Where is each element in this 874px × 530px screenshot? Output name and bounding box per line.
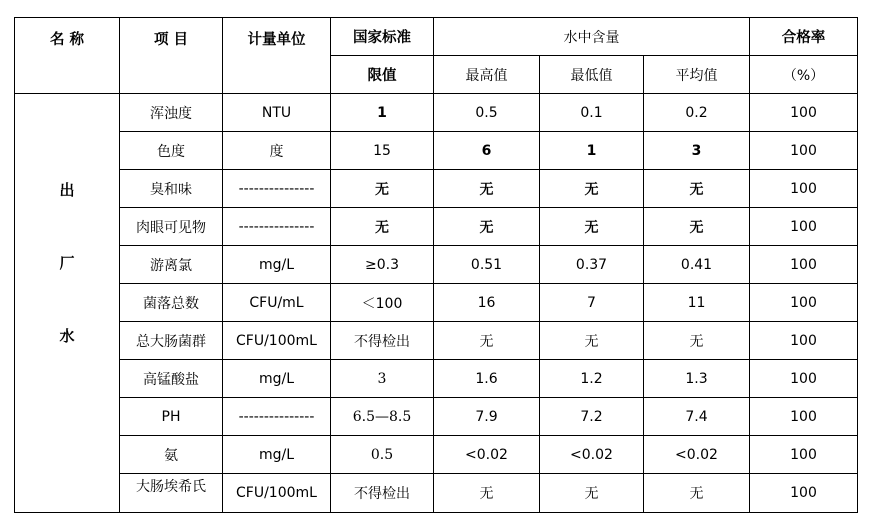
header-avg: 平均值 [644,56,750,94]
water-quality-table [14,17,858,513]
avg-cell: 无 [644,322,750,360]
avg-cell: 11 [644,284,750,322]
unit-cell: --------------- [223,208,331,246]
category-line-3: 水 [59,327,75,345]
avg-cell: 7.4 [644,398,750,436]
item-cell: 氨 [120,436,223,474]
item-cell: 浑浊度 [120,94,223,132]
table-row [15,474,858,513]
max-cell: 16 [434,284,540,322]
limit-cell: 15 [331,132,434,170]
min-cell: 7.2 [540,398,644,436]
min-cell: 0.37 [540,246,644,284]
limit-cell: 6.5—8.5 [331,398,434,436]
avg-cell: 0.2 [644,94,750,132]
rate-cell: 100 [750,94,858,132]
min-cell: 1.2 [540,360,644,398]
table-row [15,322,858,360]
rate-cell: 100 [750,436,858,474]
header-standard-line1: 国家标准 [331,18,434,56]
table-row [15,436,858,474]
min-cell: 无 [540,208,644,246]
max-cell: 0.51 [434,246,540,284]
table-row [15,398,858,436]
rate-cell: 100 [750,170,858,208]
header-unit: 计量单位 [223,18,331,94]
unit-cell: CFU/mL [223,284,331,322]
header-row-1 [15,18,858,56]
unit-cell: 度 [223,132,331,170]
table-row [15,170,858,208]
item-cell: 臭和味 [120,170,223,208]
rate-cell: 100 [750,322,858,360]
min-cell: 0.1 [540,94,644,132]
table-row [15,94,858,132]
item-cell: 高锰酸盐 [120,360,223,398]
category-cell [15,94,120,513]
item-cell: PH [120,398,223,436]
min-cell: 无 [540,170,644,208]
item-cell: 游离氯 [120,246,223,284]
max-cell: 6 [434,132,540,170]
unit-cell: CFU/100mL [223,322,331,360]
header-pass-rate: 合格率 [750,18,858,56]
item-cell: 菌落总数 [120,284,223,322]
limit-cell: ≥0.3 [331,246,434,284]
unit-cell: --------------- [223,398,331,436]
unit-cell: NTU [223,94,331,132]
table-row [15,132,858,170]
min-cell: 1 [540,132,644,170]
max-cell: 0.5 [434,94,540,132]
table-row [15,208,858,246]
item-cell: 色度 [120,132,223,170]
rate-cell: 100 [750,474,858,513]
limit-cell: 无 [331,170,434,208]
item-cell: 总大肠菌群 [120,322,223,360]
unit-cell: --------------- [223,170,331,208]
avg-cell: 无 [644,208,750,246]
rate-cell: 100 [750,132,858,170]
max-cell: 无 [434,474,540,513]
header-max: 最高值 [434,56,540,94]
avg-cell: 0.41 [644,246,750,284]
avg-cell: <0.02 [644,436,750,474]
min-cell: 7 [540,284,644,322]
category-line-1: 出 [59,181,75,199]
rate-cell: 100 [750,284,858,322]
limit-cell: 3 [331,360,434,398]
limit-cell: 不得检出 [331,474,434,513]
min-cell: <0.02 [540,436,644,474]
unit-cell: mg/L [223,436,331,474]
max-cell: 无 [434,170,540,208]
header-pass-rate-unit: （%） [750,56,858,94]
table-row [15,284,858,322]
min-cell: 无 [540,322,644,360]
rate-cell: 100 [750,360,858,398]
limit-cell: 1 [331,94,434,132]
header-content: 水中含量 [434,18,750,56]
avg-cell: 无 [644,474,750,513]
max-cell: 1.6 [434,360,540,398]
header-name: 名 称 [15,18,120,94]
category-line-2: 厂 [59,254,75,272]
min-cell: 无 [540,474,644,513]
unit-cell: mg/L [223,360,331,398]
header-item: 项 目 [120,18,223,94]
header-min: 最低值 [540,56,644,94]
avg-cell: 无 [644,170,750,208]
table-row [15,360,858,398]
max-cell: 7.9 [434,398,540,436]
unit-cell: mg/L [223,246,331,284]
rate-cell: 100 [750,398,858,436]
max-cell: 无 [434,208,540,246]
table-row [15,246,858,284]
limit-cell: 不得检出 [331,322,434,360]
limit-cell: 无 [331,208,434,246]
item-cell: 大肠埃希氏 [120,474,223,513]
item-cell: 肉眼可见物 [120,208,223,246]
max-cell: 无 [434,322,540,360]
limit-cell: ＜100 [331,284,434,322]
rate-cell: 100 [750,208,858,246]
unit-cell: CFU/100mL [223,474,331,513]
avg-cell: 3 [644,132,750,170]
avg-cell: 1.3 [644,360,750,398]
max-cell: <0.02 [434,436,540,474]
header-standard-line2: 限值 [331,56,434,94]
rate-cell: 100 [750,246,858,284]
limit-cell: 0.5 [331,436,434,474]
